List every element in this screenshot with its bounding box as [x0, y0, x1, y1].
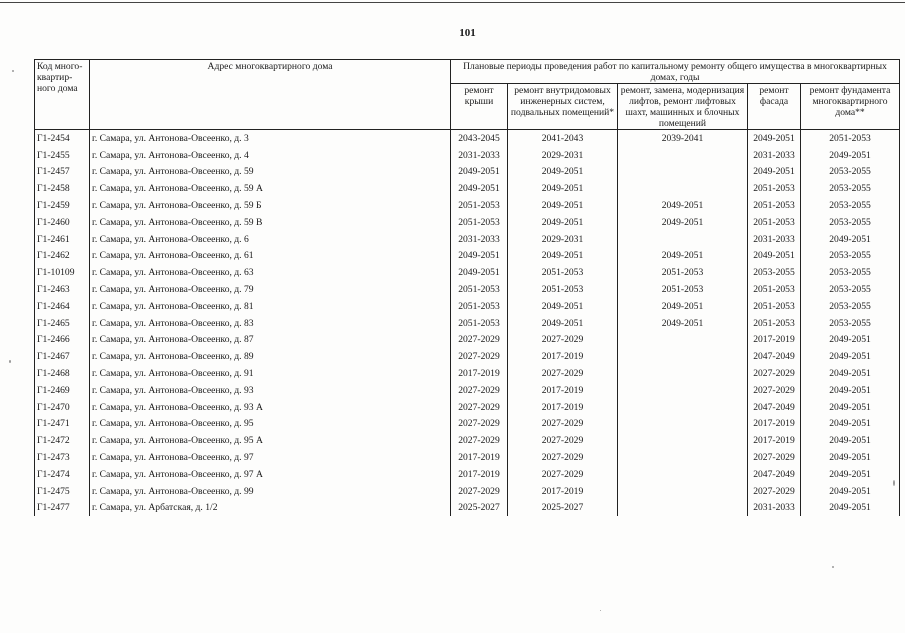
cell-address: г. Самара, ул. Антонова-Овсеенко, д. 3 [90, 130, 451, 147]
table-row [35, 449, 900, 466]
table-row [35, 416, 900, 433]
cell-foundation: 2049-2051 [801, 416, 900, 433]
page-number: 101 [459, 27, 476, 39]
cell-engineering: 2027-2029 [508, 449, 618, 466]
cell-roof: 2017-2019 [451, 466, 508, 483]
cell-foundation: 2049-2051 [801, 466, 900, 483]
cell-facade: 2017-2019 [748, 432, 801, 449]
scan-speck [832, 566, 834, 568]
cell-code: Г1-2463 [35, 281, 90, 298]
cell-address: г. Самара, ул. Антонова-Овсеенко, д. 59 В [90, 214, 451, 231]
cell-code: Г1-2477 [35, 500, 90, 517]
table-row [35, 180, 900, 197]
cell-elevators: 2049-2051 [618, 214, 748, 231]
cell-address: г. Самара, ул. Антонова-Овсеенко, д. 99 [90, 483, 451, 500]
table-row [35, 365, 900, 382]
cell-foundation: 2049-2051 [801, 365, 900, 382]
cell-code: Г1-2471 [35, 416, 90, 433]
cell-facade: 2051-2053 [748, 214, 801, 231]
cell-facade: 2027-2029 [748, 483, 801, 500]
cell-engineering: 2049-2051 [508, 248, 618, 265]
cell-engineering: 2027-2029 [508, 466, 618, 483]
table-row [35, 466, 900, 483]
cell-facade: 2051-2053 [748, 315, 801, 332]
cell-facade: 2049-2051 [748, 164, 801, 181]
cell-roof: 2049-2051 [451, 180, 508, 197]
cell-foundation: 2049-2051 [801, 382, 900, 399]
header-code: Код много-квартир-ного дома [35, 60, 90, 130]
cell-roof: 2027-2029 [451, 348, 508, 365]
table-row [35, 281, 900, 298]
header-elevators: ремонт, замена, модернизация лифтов, ремонт лифтовых шахт, машинных и блочных помещений [618, 84, 748, 130]
cell-engineering: 2017-2019 [508, 382, 618, 399]
cell-roof: 2051-2053 [451, 214, 508, 231]
cell-engineering: 2051-2053 [508, 264, 618, 281]
cell-elevators [618, 332, 748, 349]
cell-elevators [618, 382, 748, 399]
header-facade: ремонт фасада [748, 84, 801, 130]
cell-elevators [618, 164, 748, 181]
table-row [35, 130, 900, 147]
scan-speck [9, 360, 11, 363]
cell-facade: 2051-2053 [748, 197, 801, 214]
cell-facade: 2031-2033 [748, 500, 801, 517]
table-row [35, 264, 900, 281]
cell-facade: 2031-2033 [748, 147, 801, 164]
cell-roof: 2027-2029 [451, 382, 508, 399]
scan-speck [12, 70, 14, 72]
cell-facade: 2017-2019 [748, 416, 801, 433]
cell-engineering: 2051-2053 [508, 281, 618, 298]
cell-foundation: 2053-2055 [801, 315, 900, 332]
cell-foundation: 2053-2055 [801, 180, 900, 197]
cell-elevators: 2039-2041 [618, 130, 748, 147]
cell-address: г. Самара, ул. Антонова-Овсеенко, д. 97 [90, 449, 451, 466]
cell-address: г. Самара, ул. Антонова-Овсеенко, д. 4 [90, 147, 451, 164]
cell-engineering: 2049-2051 [508, 315, 618, 332]
cell-foundation: 2049-2051 [801, 348, 900, 365]
cell-code: Г1-2470 [35, 399, 90, 416]
cell-code: Г1-2466 [35, 332, 90, 349]
table-row [35, 315, 900, 332]
cell-code: Г1-2465 [35, 315, 90, 332]
cell-engineering: 2027-2029 [508, 416, 618, 433]
cell-roof: 2027-2029 [451, 416, 508, 433]
cell-roof: 2051-2053 [451, 281, 508, 298]
cell-foundation: 2049-2051 [801, 231, 900, 248]
cell-roof: 2017-2019 [451, 365, 508, 382]
cell-code: Г1-2460 [35, 214, 90, 231]
table-row [35, 214, 900, 231]
cell-code: Г1-2459 [35, 197, 90, 214]
cell-elevators [618, 466, 748, 483]
cell-elevators: 2049-2051 [618, 248, 748, 265]
cell-roof: 2031-2033 [451, 231, 508, 248]
cell-elevators [618, 399, 748, 416]
cell-foundation: 2049-2051 [801, 399, 900, 416]
table-header [35, 60, 900, 130]
cell-facade: 2049-2051 [748, 248, 801, 265]
cell-foundation: 2049-2051 [801, 483, 900, 500]
cell-engineering: 2027-2029 [508, 365, 618, 382]
cell-engineering: 2029-2031 [508, 231, 618, 248]
cell-elevators [618, 180, 748, 197]
cell-roof: 2051-2053 [451, 298, 508, 315]
cell-code: Г1-2472 [35, 432, 90, 449]
repair-schedule-table [34, 59, 900, 516]
cell-address: г. Самара, ул. Антонова-Овсеенко, д. 93 [90, 382, 451, 399]
cell-engineering: 2017-2019 [508, 483, 618, 500]
cell-code: Г1-2474 [35, 466, 90, 483]
cell-elevators [618, 483, 748, 500]
cell-facade: 2047-2049 [748, 348, 801, 365]
scan-speck [600, 610, 601, 611]
cell-engineering: 2041-2043 [508, 130, 618, 147]
cell-roof: 2051-2053 [451, 197, 508, 214]
cell-engineering: 2025-2027 [508, 500, 618, 517]
table-row [35, 382, 900, 399]
cell-foundation: 2053-2055 [801, 281, 900, 298]
cell-address: г. Самара, ул. Антонова-Овсеенко, д. 6 [90, 231, 451, 248]
cell-address: г. Самара, ул. Антонова-Овсеенко, д. 87 [90, 332, 451, 349]
cell-address: г. Самара, ул. Антонова-Овсеенко, д. 61 [90, 248, 451, 265]
cell-code: Г1-2475 [35, 483, 90, 500]
header-engineering: ремонт внутридомовых инженерных систем, подвальных помещений* [508, 84, 618, 130]
cell-facade: 2017-2019 [748, 332, 801, 349]
cell-elevators: 2049-2051 [618, 298, 748, 315]
cell-elevators [618, 231, 748, 248]
cell-elevators: 2051-2053 [618, 264, 748, 281]
cell-code: Г1-2457 [35, 164, 90, 181]
cell-foundation: 2053-2055 [801, 214, 900, 231]
table-row [35, 298, 900, 315]
cell-address: г. Самара, ул. Антонова-Овсеенко, д. 79 [90, 281, 451, 298]
cell-engineering: 2049-2051 [508, 197, 618, 214]
header-roof: ремонт крыши [451, 84, 508, 130]
table-row [35, 248, 900, 265]
cell-roof: 2027-2029 [451, 432, 508, 449]
cell-roof: 2017-2019 [451, 449, 508, 466]
cell-code: Г1-2464 [35, 298, 90, 315]
cell-address: г. Самара, ул. Антонова-Овсеенко, д. 59 Б [90, 197, 451, 214]
table-row [35, 197, 900, 214]
table-row [35, 164, 900, 181]
cell-address: г. Самара, ул. Антонова-Овсеенко, д. 59 [90, 164, 451, 181]
cell-roof: 2027-2029 [451, 332, 508, 349]
cell-engineering: 2029-2031 [508, 147, 618, 164]
cell-engineering: 2017-2019 [508, 399, 618, 416]
cell-code: Г1-2467 [35, 348, 90, 365]
cell-address: г. Самара, ул. Антонова-Овсеенко, д. 59 А [90, 180, 451, 197]
cell-elevators: 2051-2053 [618, 281, 748, 298]
cell-facade: 2027-2029 [748, 449, 801, 466]
cell-roof: 2043-2045 [451, 130, 508, 147]
cell-foundation: 2051-2053 [801, 130, 900, 147]
cell-code: Г1-2468 [35, 365, 90, 382]
table-row [35, 147, 900, 164]
cell-facade: 2027-2029 [748, 365, 801, 382]
cell-roof: 2027-2029 [451, 483, 508, 500]
cell-facade: 2051-2053 [748, 298, 801, 315]
cell-code: Г1-10109 [35, 264, 90, 281]
cell-foundation: 2049-2051 [801, 332, 900, 349]
cell-roof: 2027-2029 [451, 399, 508, 416]
cell-address: г. Самара, ул. Антонова-Овсеенко, д. 95 А [90, 432, 451, 449]
cell-code: Г1-2458 [35, 180, 90, 197]
cell-address: г. Самара, ул. Антонова-Овсеенко, д. 93 А [90, 399, 451, 416]
cell-code: Г1-2454 [35, 130, 90, 147]
cell-engineering: 2027-2029 [508, 432, 618, 449]
cell-elevators [618, 449, 748, 466]
cell-code: Г1-2455 [35, 147, 90, 164]
cell-address: г. Самара, ул. Антонова-Овсеенко, д. 81 [90, 298, 451, 315]
cell-engineering: 2049-2051 [508, 214, 618, 231]
cell-foundation: 2049-2051 [801, 147, 900, 164]
cell-address: г. Самара, ул. Антонова-Овсеенко, д. 83 [90, 315, 451, 332]
cell-engineering: 2049-2051 [508, 164, 618, 181]
cell-engineering: 2049-2051 [508, 298, 618, 315]
cell-foundation: 2053-2055 [801, 298, 900, 315]
cell-code: Г1-2469 [35, 382, 90, 399]
cell-roof: 2049-2051 [451, 164, 508, 181]
cell-foundation: 2049-2051 [801, 449, 900, 466]
cell-elevators [618, 147, 748, 164]
cell-elevators [618, 432, 748, 449]
cell-code: Г1-2473 [35, 449, 90, 466]
cell-facade: 2049-2051 [748, 130, 801, 147]
cell-code: Г1-2461 [35, 231, 90, 248]
scan-speck [893, 480, 895, 486]
cell-foundation: 2053-2055 [801, 197, 900, 214]
cell-facade: 2027-2029 [748, 382, 801, 399]
cell-foundation: 2053-2055 [801, 164, 900, 181]
cell-facade: 2051-2053 [748, 180, 801, 197]
top-rule [0, 2, 905, 3]
cell-engineering: 2027-2029 [508, 332, 618, 349]
cell-address: г. Самара, ул. Антонова-Овсеенко, д. 97 А [90, 466, 451, 483]
cell-roof: 2049-2051 [451, 248, 508, 265]
cell-foundation: 2049-2051 [801, 500, 900, 517]
cell-foundation: 2049-2051 [801, 432, 900, 449]
cell-elevators: 2049-2051 [618, 315, 748, 332]
cell-roof: 2051-2053 [451, 315, 508, 332]
table-row [35, 332, 900, 349]
table-body [35, 130, 900, 517]
cell-facade: 2047-2049 [748, 466, 801, 483]
cell-foundation: 2053-2055 [801, 264, 900, 281]
cell-facade: 2053-2055 [748, 264, 801, 281]
cell-roof: 2031-2033 [451, 147, 508, 164]
cell-address: г. Самара, ул. Антонова-Овсеенко, д. 89 [90, 348, 451, 365]
cell-roof: 2025-2027 [451, 500, 508, 517]
table-row [35, 483, 900, 500]
table-row [35, 399, 900, 416]
cell-code: Г1-2462 [35, 248, 90, 265]
cell-facade: 2047-2049 [748, 399, 801, 416]
cell-facade: 2031-2033 [748, 231, 801, 248]
cell-address: г. Самара, ул. Антонова-Овсеенко, д. 95 [90, 416, 451, 433]
header-address: Адрес многоквартирного дома [90, 60, 451, 130]
cell-foundation: 2053-2055 [801, 248, 900, 265]
cell-engineering: 2049-2051 [508, 180, 618, 197]
cell-roof: 2049-2051 [451, 264, 508, 281]
header-foundation: ремонт фундамента многоквартирного дома** [801, 84, 900, 130]
table-row [35, 348, 900, 365]
cell-facade: 2051-2053 [748, 281, 801, 298]
cell-elevators: 2049-2051 [618, 197, 748, 214]
table-row [35, 500, 900, 517]
cell-address: г. Самара, ул. Антонова-Овсеенко, д. 91 [90, 365, 451, 382]
header-periods: Плановые периоды проведения работ по капитальному ремонту общего имущества в многоквартирных домах, годы [451, 60, 900, 84]
cell-engineering: 2017-2019 [508, 348, 618, 365]
cell-elevators [618, 365, 748, 382]
table-row [35, 231, 900, 248]
cell-address: г. Самара, ул. Арбатская, д. 1/2 [90, 500, 451, 517]
cell-elevators [618, 416, 748, 433]
cell-address: г. Самара, ул. Антонова-Овсеенко, д. 63 [90, 264, 451, 281]
table-row [35, 432, 900, 449]
cell-elevators [618, 348, 748, 365]
cell-elevators [618, 500, 748, 517]
